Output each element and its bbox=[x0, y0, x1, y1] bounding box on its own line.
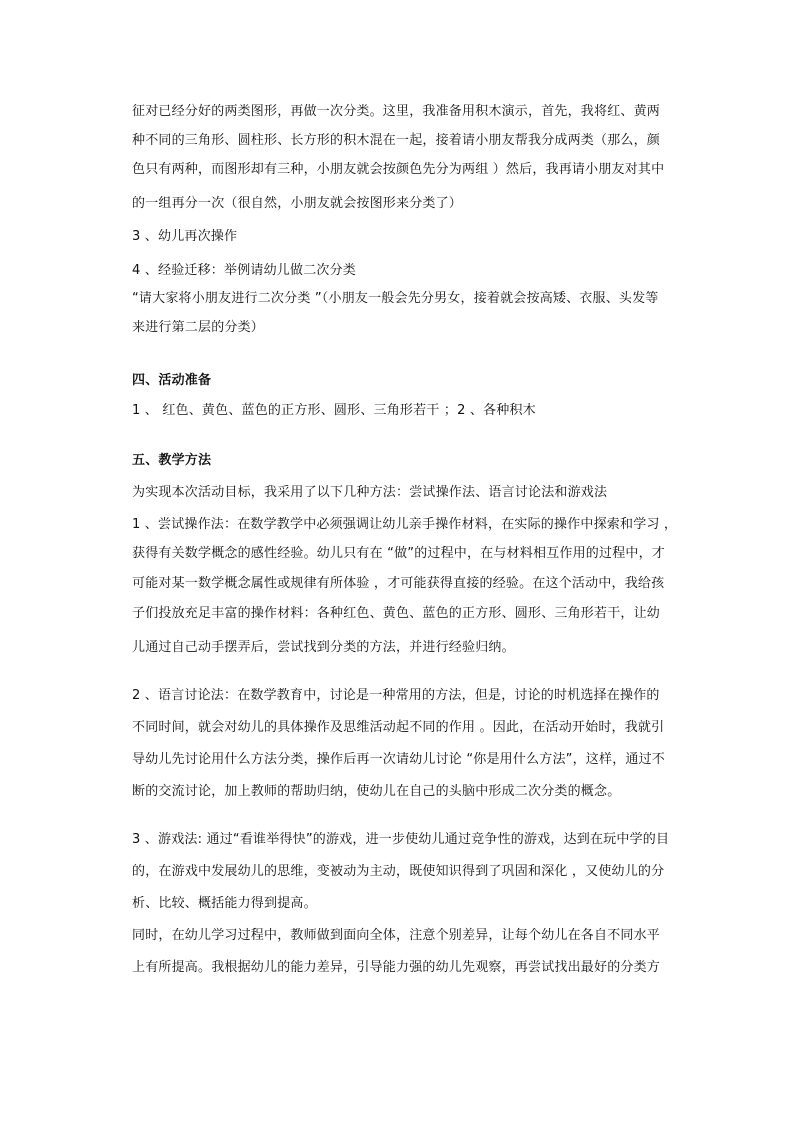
paragraph-line: 导幼儿先讨论用什么方法分类，操作后再一次请幼儿讨论 “你是用什么方法”，这样，通过不 bbox=[132, 752, 666, 767]
paragraph-line: 的一组再分一次（很自然，小朋友就会按图形来分类了） bbox=[132, 196, 463, 211]
paragraph-line: 儿通过自己动手摆弄后，尝试找到分类的方法，并进行经验归纳。 bbox=[132, 640, 515, 655]
paragraph-line: “请大家将小朋友进行二次分类 ”（小朋友一般会先分男女，接着就会按高矮、衣服、头发等 bbox=[132, 291, 659, 306]
list-item: 3 、幼儿再次操作 bbox=[132, 229, 238, 244]
section-heading-methods: 五、教学方法 bbox=[132, 453, 212, 468]
list-item: 1 、 红色、黄色、蓝色的正方形、圆形、三角形若干 ；2 、各种积木 bbox=[132, 403, 536, 418]
paragraph-line: 来进行第二层的分类） bbox=[132, 320, 265, 335]
paragraph-line: 同时，在幼儿学习过程中，教师做到面向全体，注意个别差异，让每个幼儿在各自不同水平 bbox=[132, 928, 661, 943]
paragraph-line: 获得有关数学概念的感性经验。幼儿只有在 “做”的过程中，在与材料相互作用的过程中，才 bbox=[132, 546, 666, 561]
paragraph-line: 为实现本次活动目标，我采用了以下几种方法：尝试操作法、语言讨论法和游戏法 bbox=[132, 485, 608, 500]
paragraph-line: 析、比较、概括能力得到提高。 bbox=[132, 896, 317, 911]
paragraph-line: 的，在游戏中发展幼儿的思维，变被动为主动，既使知识得到了巩固和深化 ，又使幼儿的分 bbox=[132, 864, 665, 879]
paragraph-line: 3 、游戏法: 通过“看谁举得快”的游戏，进一步使幼儿通过竞争性的游戏，达到在玩中学的目 bbox=[132, 832, 670, 847]
list-item: 4 、经验迁移：举例请幼儿做二次分类 bbox=[132, 263, 357, 278]
paragraph-line: 征对已经分好的两类图形，再做一次分类。这里，我准备用积木演示，首先，我将红、黄两 bbox=[132, 104, 661, 119]
paragraph-line: 可能对某一数学概念属性或规律有所体验 ，才可能获得直接的经验。在这个活动中，我给孩 bbox=[132, 576, 665, 591]
section-heading-preparation: 四、活动准备 bbox=[132, 373, 212, 388]
paragraph-line: 1 、尝试操作法：在数学教学中必须强调让幼儿亲手操作材料，在实际的操作中探索和学习 ， bbox=[132, 517, 678, 532]
paragraph-line: 子们投放充足丰富的操作材料：各种红色、黄色、蓝色的正方形、圆形、三角形若干，让幼 bbox=[132, 606, 661, 621]
paragraph-line: 种不同的三角形、圆柱形、长方形的积木混在一起，接着请小朋友帮我分成两类（那么，颜 bbox=[132, 133, 661, 148]
paragraph-line: 上有所提高。我根据幼儿的能力差异，引导能力强的幼儿先观察，再尝试找出最好的分类方 bbox=[132, 960, 661, 975]
paragraph-line: 色只有两种，而图形却有三种，小朋友就会按颜色先分为两组 ）然后，我再请小朋友对其中 bbox=[132, 162, 665, 177]
paragraph-line: 2 、语言讨论法：在数学教育中，讨论是一种常用的方法，但是，讨论的时机选择在操作的 bbox=[132, 688, 660, 703]
paragraph-line: 不同时间，就会对幼儿的具体操作及思维活动起不同的作用 。因此，在活动开始时，我就引 bbox=[132, 720, 665, 735]
paragraph-line: 断的交流讨论，加上教师的帮助归纳，使幼儿在自己的头脑中形成二次分类的概念。 bbox=[132, 784, 621, 799]
